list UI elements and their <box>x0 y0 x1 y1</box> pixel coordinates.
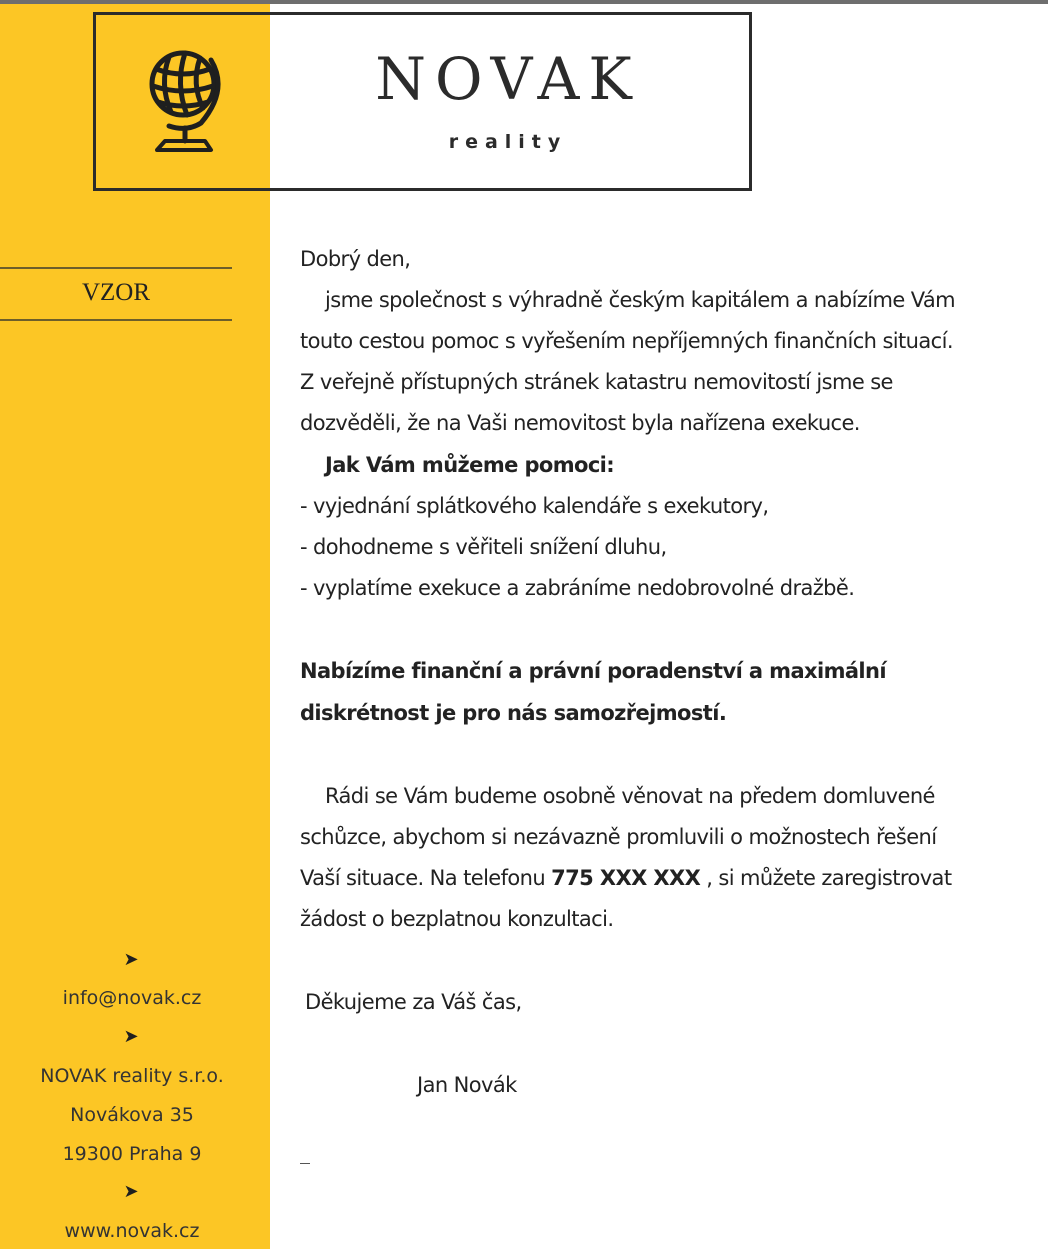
closing-line: Rádi se Vám budeme osobně věnovat na předem domluvené <box>325 784 935 808</box>
thanks-line: Děkujeme za Váš čas, <box>305 990 522 1014</box>
letter-greeting: Dobrý den, <box>300 247 411 271</box>
offer-line: diskrétnost je pro nás samozřejmostí. <box>300 701 727 725</box>
contact-company: NOVAK reality s.r.o. <box>40 1065 224 1087</box>
phone-line <box>300 858 990 899</box>
help-item: - vyjednání splátkového kalendáře s exekutory, <box>300 494 769 518</box>
arrow-icon: ➤ <box>123 949 139 970</box>
contact-street: Novákova 35 <box>70 1104 194 1126</box>
signature: Jan Novák <box>417 1073 517 1097</box>
contact-email[interactable]: info@novak.cz <box>62 987 202 1009</box>
vzor-top-divider <box>0 267 232 269</box>
contact-city: 19300 Praha 9 <box>62 1143 202 1165</box>
closing-line: žádost o bezplatnou konzultaci. <box>300 907 614 931</box>
help-heading: Jak Vám můžeme pomoci: <box>325 453 615 477</box>
arrow-icon: ➤ <box>123 1026 139 1047</box>
letter-intro-line: Z veřejně přístupných stránek katastru nemovitostí jsme se <box>300 370 893 394</box>
offer-line: Nabízíme finanční a právní poradenství a maximální <box>300 659 886 683</box>
closing-line: schůzce, abychom si nezávazně promluvili o možnostech řešení <box>300 825 937 849</box>
letter-intro-line: jsme společnost s výhradně českým kapitálem a nabízíme Vám <box>325 288 956 312</box>
trailing-underscore <box>300 1163 310 1164</box>
vzor-bottom-divider <box>0 319 232 321</box>
letter-intro-line: touto cestou pomoc s vyřešením nepříjemných finančních situací. <box>300 329 953 353</box>
brand-name: NOVAK <box>375 45 641 113</box>
brand-subtitle: reality <box>448 131 568 153</box>
help-item: - dohodneme s věřiteli snížení dluhu, <box>300 535 667 559</box>
globe-icon <box>145 46 227 154</box>
help-item: - vyplatíme exekuce a zabráníme nedobrovolné dražbě. <box>300 576 855 600</box>
vzor-label: VZOR <box>81 279 151 306</box>
arrow-icon: ➤ <box>123 1181 139 1202</box>
phone-number: 775 XXX XXX <box>551 866 701 890</box>
phone-prefix: Vaší situace. Na telefonu <box>300 866 552 890</box>
contact-website[interactable]: www.novak.cz <box>64 1220 200 1242</box>
phone-suffix: , si můžete zaregistrovat <box>700 866 952 890</box>
letter-intro-line: dozvěděli, že na Vaši nemovitost byla nařízena exekuce. <box>300 411 860 435</box>
